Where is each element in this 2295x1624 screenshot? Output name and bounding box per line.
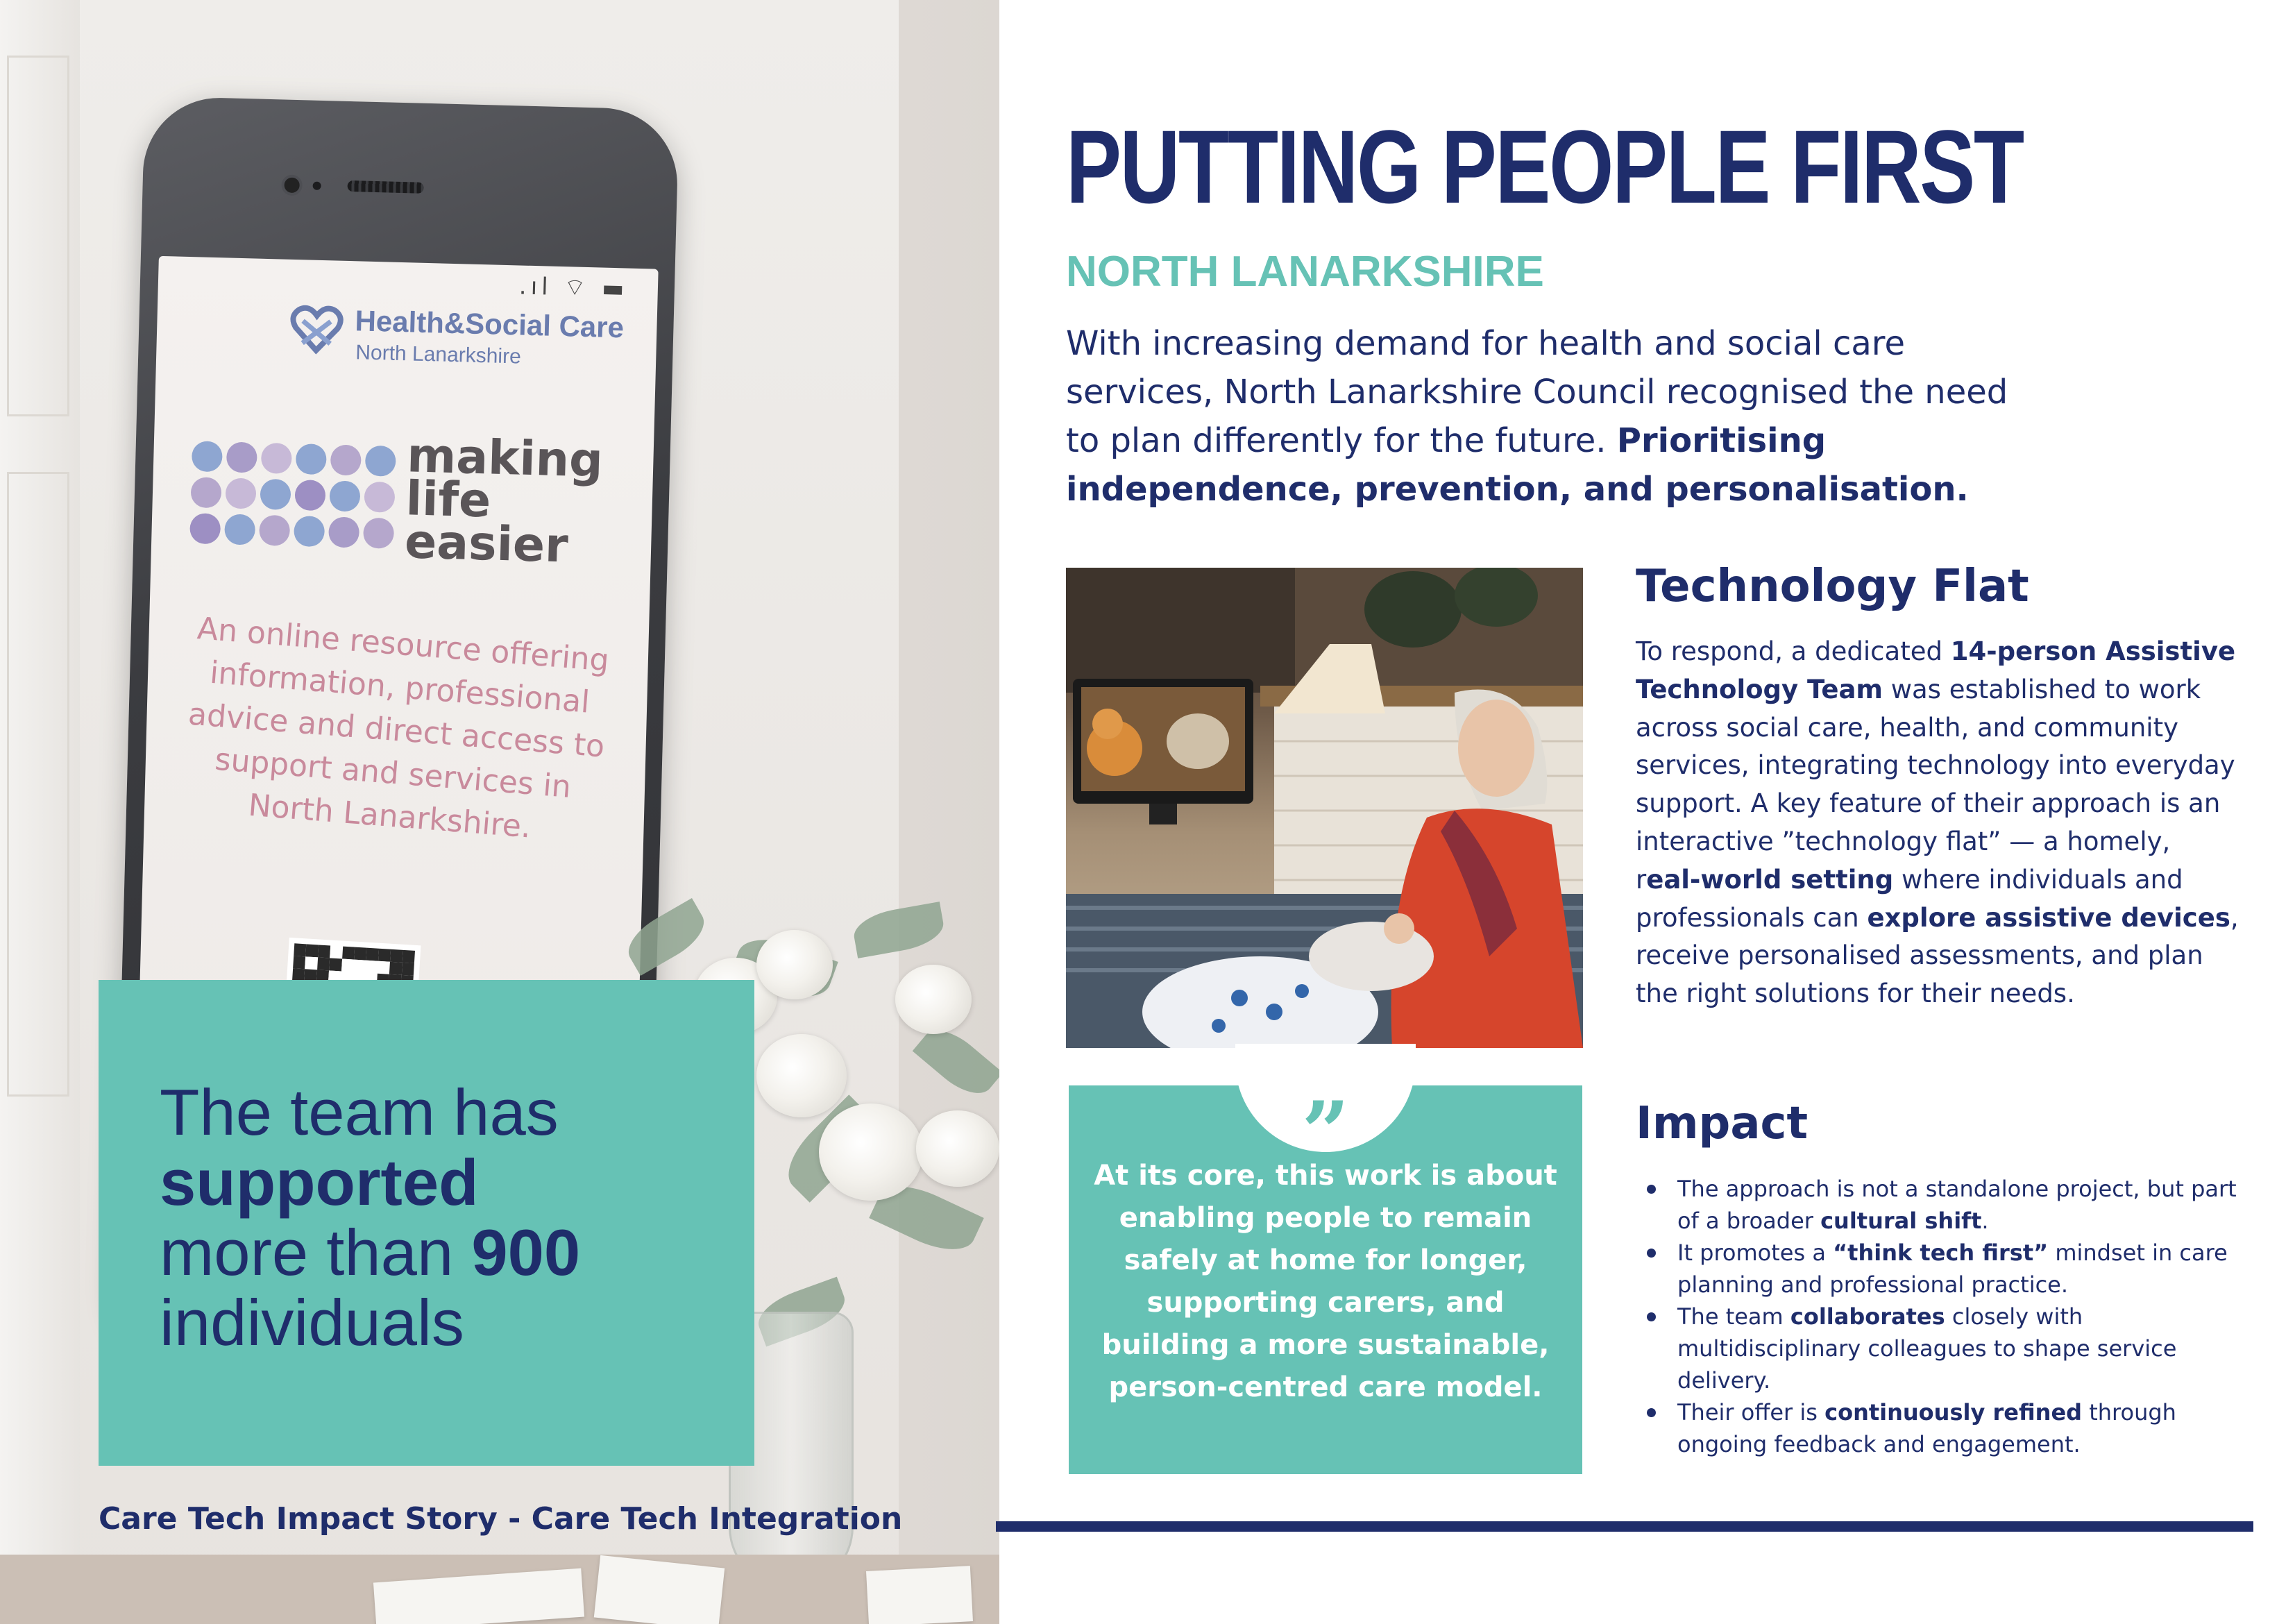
stat-emphasis: supported — [160, 1146, 479, 1219]
banner-photo — [0, 0, 999, 1624]
page-subtitle: NORTH LANARKSHIRE — [1066, 248, 1544, 296]
door — [0, 0, 83, 1624]
stat-callout-text: The team has supported more than 900 individuals — [160, 1076, 581, 1359]
impact-heading: Impact — [1636, 1098, 1809, 1149]
impact-item: It promotes a “think tech first” mindset in care planning and professional practice. — [1641, 1237, 2238, 1301]
technology-flat-body: To respond, a dedicated 14-person Assistive Technology Team was established to work across social care, health, and community services, integrating technology into everyday support. A key feature of their approach is an interactive ”technology flat” — a homely, real-world setting where individuals and professionals can explore assistive devices, receive personalised assessments, and plan the right solutions for their needs. — [1636, 636, 2239, 1009]
intro-paragraph: With increasing demand for health and social care services, North Lanarkshire Council recognised the need to plan differently for the future. Prioritising independence, prevention, and personalisation. — [1066, 324, 2008, 509]
intro-emphasis: Prioritising independence, prevention, and personalisation. — [1066, 421, 1969, 509]
woman-knitting-photo — [1066, 568, 1583, 1048]
device-box — [866, 1566, 973, 1624]
hsc-logo-title: Health&Social Care — [354, 304, 625, 344]
quote-mark-icon: ” — [1301, 1083, 1350, 1181]
stat-callout — [99, 980, 754, 1466]
phone-sensor — [312, 182, 321, 190]
phone-speaker — [347, 180, 423, 194]
impact-list — [1641, 1173, 2238, 1460]
stat-number: 900 — [471, 1216, 581, 1289]
technology-flat-heading: Technology Flat — [1636, 561, 2029, 612]
signal-wifi-battery-icon: .ıl ⌔ ▬ — [518, 272, 629, 303]
making-life-easier-logo: making life easier — [404, 428, 604, 574]
impact-item: The team collaborates closely with multidisciplinary colleagues to shape service delivery. — [1641, 1301, 2238, 1396]
dot-pattern — [189, 441, 400, 549]
footer-story-label: Care Tech Impact Story - Care Tech Integration — [99, 1501, 903, 1537]
door-panel — [7, 472, 69, 1097]
phone-tagline: An online resource offering information, professional advice and direct access to support and services in North Lanarkshire. — [187, 611, 611, 845]
leaflet — [594, 1555, 725, 1624]
impact-item: Their offer is continuously refined through ongoing feedback and engagement. — [1641, 1396, 2238, 1460]
quote-callout — [1069, 1085, 1582, 1474]
door-panel — [7, 56, 69, 416]
quote-text: At its core, this work is about enabling people to remain safely at home for longer, supporting carers, and building a more sustainable, person-centred care model. — [1094, 1160, 1557, 1403]
phone-camera — [281, 174, 303, 196]
photo-illustration — [1066, 568, 1583, 1048]
hsc-logo-subtitle: North Lanarkshire — [355, 341, 522, 369]
footer-rule — [996, 1521, 2253, 1532]
hsc-heart-logo-icon — [288, 300, 345, 357]
impact-item: The approach is not a standalone project, but part of a broader cultural shift. — [1641, 1173, 2238, 1237]
page-title: PUTTING PEOPLE FIRST — [1066, 108, 2023, 225]
